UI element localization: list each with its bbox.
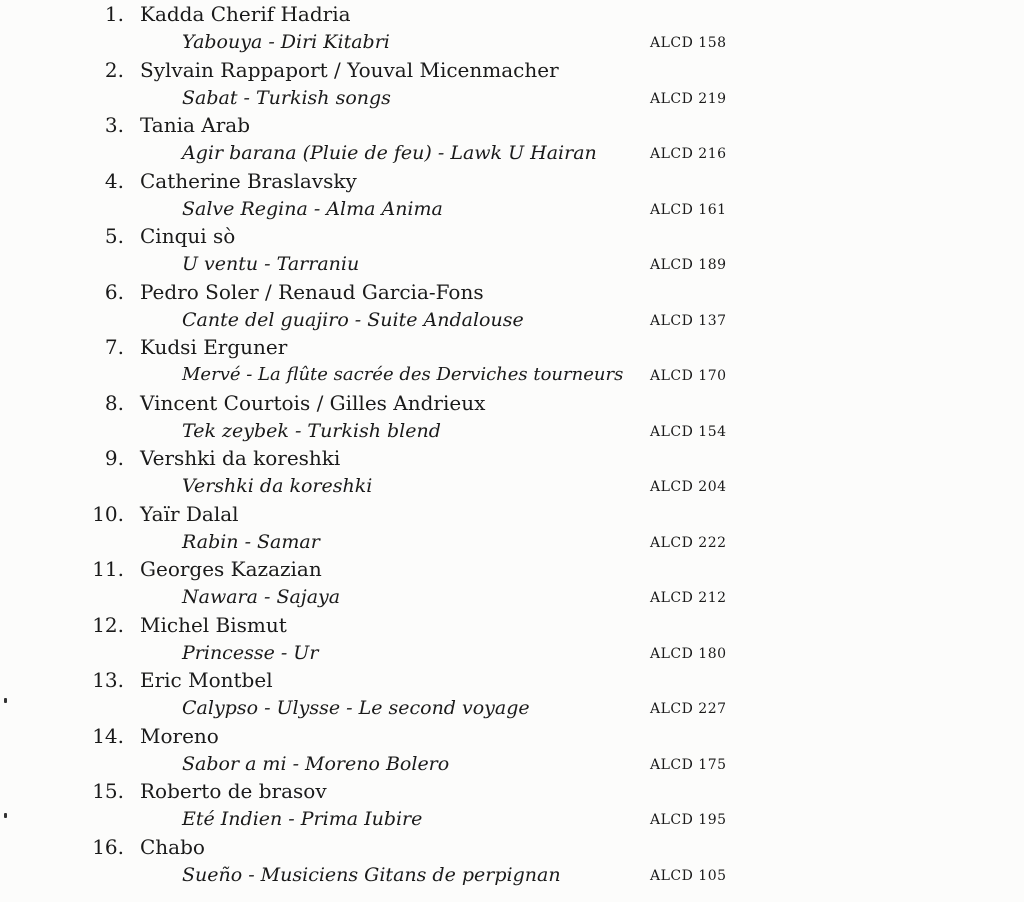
track-number: 16. [92,835,124,859]
track-catalog-number: ALCD 216 [650,146,727,162]
track-catalog-number: ALCD 180 [650,646,727,662]
track-number: 8. [104,391,124,415]
track-item [0,555,1024,611]
track-artist: Eric Montbel [140,668,273,692]
track-catalog-number: ALCD 204 [650,479,727,495]
track-album: Calypso - Ulysse - Le second voyage [182,697,530,719]
track-number: 14. [92,724,124,748]
track-item [0,278,1024,334]
track-item [0,444,1024,500]
track-artist: Michel Bismut [140,613,287,637]
track-album: Agir barana (Pluie de feu) - Lawk U Hairan [182,142,597,164]
track-number: 6. [104,280,124,304]
track-item [0,611,1024,667]
track-item [0,666,1024,722]
track-item [0,500,1024,556]
track-artist: Vincent Courtois / Gilles Andrieux [140,391,486,415]
track-artist: Kadda Cherif Hadria [140,2,351,26]
track-catalog-number: ALCD 175 [650,757,727,773]
track-number: 15. [92,779,124,803]
track-catalog-number: ALCD 158 [650,35,727,51]
track-catalog-number: ALCD 189 [650,257,727,273]
track-album: Mervé - La flûte sacrée des Derviches tourneurs [182,364,624,385]
track-album: Vershki da koreshki [182,475,373,497]
track-artist: Cinqui sò [140,224,236,248]
track-catalog-number: ALCD 222 [650,535,727,551]
track-number: 10. [92,502,124,526]
track-number: 11. [92,557,124,581]
track-number: 4. [104,169,124,193]
track-item [0,56,1024,112]
track-catalog-number: ALCD 227 [650,701,727,717]
track-album: Sabat - Turkish songs [182,87,391,109]
track-catalog-number: ALCD 219 [650,91,727,107]
track-catalog-number: ALCD 212 [650,590,727,606]
track-album: Yabouya - Diri Kitabri [182,31,390,53]
track-artist: Tania Arab [140,113,250,137]
track-album: Cante del guajiro - Suite Andalouse [182,309,524,331]
track-item [0,222,1024,278]
track-catalog-number: ALCD 105 [650,868,727,884]
track-catalog-number: ALCD 137 [650,313,727,329]
track-item [0,333,1024,389]
track-album: Sabor a mi - Moreno Bolero [182,753,450,775]
scan-speck [4,813,7,818]
track-artist: Chabo [140,835,205,859]
track-number: 12. [92,613,124,637]
track-number: 9. [104,446,124,470]
track-number: 1. [104,2,124,26]
track-artist: Roberto de brasov [140,779,327,803]
track-album: Eté Indien - Prima Iubire [182,808,423,830]
track-item [0,389,1024,445]
track-album: Rabin - Samar [182,531,320,553]
scan-speck [4,698,7,703]
track-number: 7. [104,335,124,359]
track-item [0,777,1024,833]
track-artist: Vershki da koreshki [140,446,341,470]
track-artist: Moreno [140,724,219,748]
track-album: Nawara - Sajaya [182,586,341,608]
track-item [0,111,1024,167]
track-album: U ventu - Tarraniu [182,253,360,275]
track-album: Tek zeybek - Turkish blend [182,420,441,442]
track-number: 13. [92,668,124,692]
track-number: 2. [104,58,124,82]
track-catalog-number: ALCD 161 [650,202,727,218]
track-artist: Kudsi Erguner [140,335,288,359]
track-item [0,167,1024,223]
track-item [0,833,1024,889]
track-catalog-number: ALCD 154 [650,424,727,440]
track-item [0,0,1024,56]
track-catalog-number: ALCD 170 [650,368,727,384]
track-artist: Sylvain Rappaport / Youval Micenmacher [140,58,559,82]
track-item [0,722,1024,778]
track-number: 3. [104,113,124,137]
track-artist: Pedro Soler / Renaud Garcia-Fons [140,280,484,304]
track-album: Sueño - Musiciens Gitans de perpignan [182,864,561,886]
track-catalog-number: ALCD 195 [650,812,727,828]
track-album: Salve Regina - Alma Anima [182,198,443,220]
track-artist: Yaïr Dalal [140,502,239,526]
track-artist: Catherine Braslavsky [140,169,357,193]
track-artist: Georges Kazazian [140,557,322,581]
track-album: Princesse - Ur [182,642,319,664]
track-number: 5. [104,224,124,248]
